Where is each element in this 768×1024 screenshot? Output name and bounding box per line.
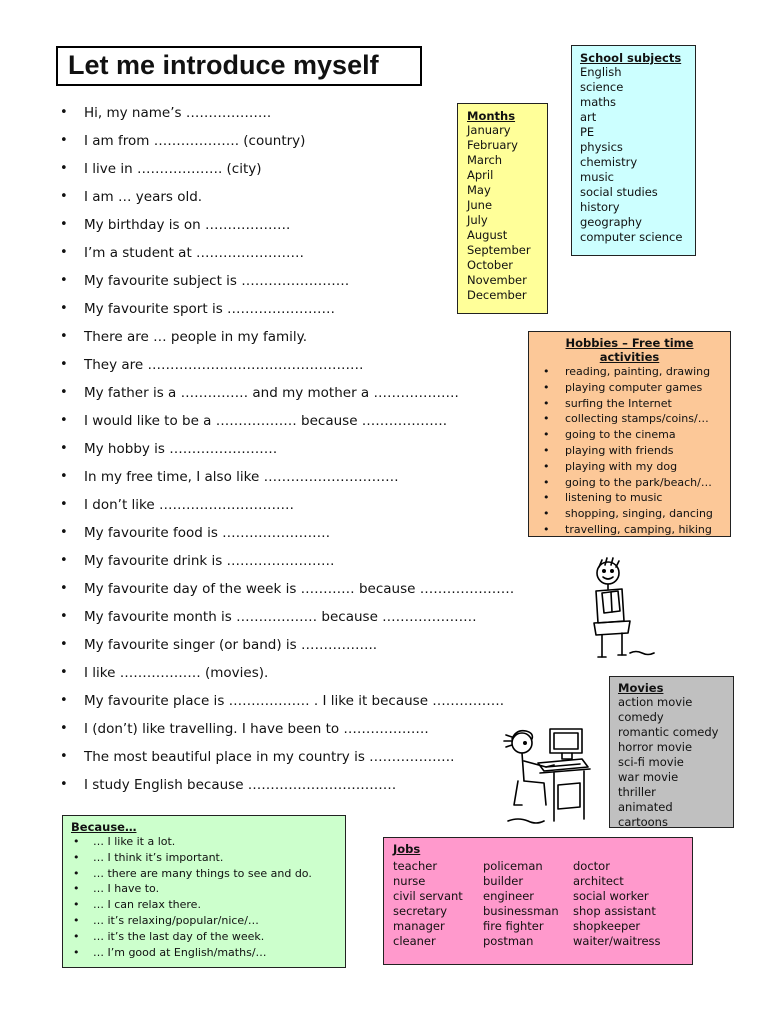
jobs-title: Jobs (393, 842, 421, 856)
because-item: • … I like it a lot. (71, 834, 337, 850)
subject-item: social studies (580, 185, 658, 199)
sentence-item: • My favourite singer (or band) is …………….. (60, 635, 514, 663)
sentence-item: • I am from ………………. (country) (60, 131, 514, 159)
job-item: social worker (573, 889, 649, 903)
month-item: July (467, 213, 488, 227)
sentence-item: • I don’t like ………………………… (60, 495, 514, 523)
jobs-column (483, 859, 573, 949)
hobby-item: • surfing the Internet (535, 396, 724, 412)
because-item: • … it’s the last day of the week. (71, 929, 337, 945)
hobby-item: • playing with friends (535, 443, 724, 459)
job-item: shop assistant (573, 904, 656, 918)
sentence-item: • In my free time, I also like ………………………… (60, 467, 514, 495)
because-list (71, 834, 337, 960)
subject-item: music (580, 170, 615, 184)
subject-item: history (580, 200, 620, 214)
subject-item: geography (580, 215, 642, 229)
job-item: manager (393, 919, 445, 933)
because-title: Because… (71, 820, 137, 834)
sentence-item: • I (don’t) like travelling. I have been to ………………. (60, 719, 514, 747)
job-item: postman (483, 934, 534, 948)
month-item: October (467, 258, 514, 272)
months-list (467, 123, 538, 303)
sentence-item: • My favourite food is …………………… (60, 523, 514, 551)
school-subjects-list (580, 65, 687, 245)
job-item: cleaner (393, 934, 436, 948)
hobby-item: • shopping, singing, dancing (535, 506, 724, 522)
job-item: architect (573, 874, 624, 888)
hobby-item: • playing computer games (535, 380, 724, 396)
months-title: Months (467, 109, 516, 123)
hobby-item: • going to the cinema (535, 427, 724, 443)
because-item: • … it’s relaxing/popular/nice/… (71, 913, 337, 929)
movie-item: romantic comedy (618, 725, 719, 739)
because-item: • … I can relax there. (71, 897, 337, 913)
jobs-column (573, 859, 683, 949)
hobby-item: • reading, painting, drawing (535, 364, 724, 380)
sentence-item: • My favourite sport is …………………… (60, 299, 514, 327)
month-item: May (467, 183, 491, 197)
jobs-box (383, 837, 693, 965)
movie-item: action movie (618, 695, 693, 709)
sentence-item: • My father is a …………… and my mother a ………………. (60, 383, 514, 411)
job-item: fire fighter (483, 919, 544, 933)
because-item: • … I think it’s important. (71, 850, 337, 866)
sentence-item: • I would like to be a ……………… because ………………. (60, 411, 514, 439)
sentence-item: • My favourite drink is …………………… (60, 551, 514, 579)
subject-item: computer science (580, 230, 683, 244)
hobbies-box (528, 331, 731, 537)
job-item: civil servant (393, 889, 463, 903)
job-item: nurse (393, 874, 426, 888)
subject-item: maths (580, 95, 617, 109)
job-item: policeman (483, 859, 543, 873)
month-item: December (467, 288, 527, 302)
sentence-item: • I study English because …………………………… (60, 775, 514, 803)
hobby-item: • listening to music (535, 490, 724, 506)
jobs-grid (393, 859, 683, 949)
month-item: June (467, 198, 493, 212)
subject-item: chemistry (580, 155, 638, 169)
month-item: November (467, 273, 527, 287)
sentence-item: • My favourite day of the week is ………… because ………………… (60, 579, 514, 607)
job-item: builder (483, 874, 524, 888)
sentence-item: • My birthday is on ………………. (60, 215, 514, 243)
school-subjects-box (571, 45, 696, 256)
sentence-item: • I live in ………………. (city) (60, 159, 514, 187)
movie-item: animated cartoons (618, 800, 673, 829)
movies-box (609, 676, 734, 828)
job-item: secretary (393, 904, 448, 918)
hobbies-list (535, 364, 724, 538)
movies-list (618, 695, 725, 830)
school-subjects-title: School subjects (580, 51, 682, 65)
sentence-item: • I’m a student at …………………… (60, 243, 514, 271)
sentence-item: • They are ………………………………………… (60, 355, 514, 383)
hobby-item: • playing with my dog (535, 459, 724, 475)
because-item: • … I have to. (71, 881, 337, 897)
reading-child-drawing (578, 553, 664, 663)
sentence-item: • There are … people in my family. (60, 327, 514, 355)
month-item: January (467, 123, 511, 137)
computer-child-drawing (496, 725, 602, 831)
sentence-item: • My hobby is …………………… (60, 439, 514, 467)
movie-item: thriller (618, 785, 656, 799)
sentence-list (60, 103, 514, 803)
sentence-item: • My favourite month is ……………… because ………………… (60, 607, 514, 635)
subject-item: physics (580, 140, 623, 154)
job-item: doctor (573, 859, 610, 873)
job-item: shopkeeper (573, 919, 641, 933)
sentence-item: • My favourite subject is …………………… (60, 271, 514, 299)
months-box (457, 103, 548, 314)
job-item: businessman (483, 904, 559, 918)
job-item: engineer (483, 889, 535, 903)
sentence-item: • I like ……………… (movies). (60, 663, 514, 691)
month-item: August (467, 228, 508, 242)
subject-item: art (580, 110, 597, 124)
subject-item: science (580, 80, 624, 94)
hobby-item: • travelling, camping, hiking (535, 522, 724, 538)
month-item: March (467, 153, 503, 167)
jobs-column (393, 859, 483, 949)
job-item: teacher (393, 859, 438, 873)
movies-title: Movies (618, 681, 664, 695)
hobby-item: • going to the park/beach/… (535, 475, 724, 491)
sentence-item: • My favourite place is ……………… . I like it because ……………. (60, 691, 514, 719)
month-item: April (467, 168, 494, 182)
month-item: September (467, 243, 531, 257)
because-item: • … I’m good at English/maths/… (71, 945, 337, 961)
because-item: • … there are many things to see and do. (71, 866, 337, 882)
because-box (62, 815, 346, 968)
movie-item: war movie (618, 770, 679, 784)
page-title: Let me introduce myself (68, 50, 379, 80)
movie-item: sci-fi movie (618, 755, 684, 769)
movie-item: horror movie (618, 740, 693, 754)
title-box (56, 46, 422, 86)
subject-item: English (580, 65, 622, 79)
movie-item: comedy (618, 710, 664, 724)
hobby-item: • collecting stamps/coins/… (535, 411, 724, 427)
subject-item: PE (580, 125, 595, 139)
month-item: February (467, 138, 518, 152)
sentence-item: • I am … years old. (60, 187, 514, 215)
sentence-item: • The most beautiful place in my country is ………………. (60, 747, 514, 775)
sentence-item: • Hi, my name’s ………………. (60, 103, 514, 131)
hobbies-title: Hobbies – Free time activities (565, 336, 694, 364)
job-item: waiter/waitress (573, 934, 661, 948)
